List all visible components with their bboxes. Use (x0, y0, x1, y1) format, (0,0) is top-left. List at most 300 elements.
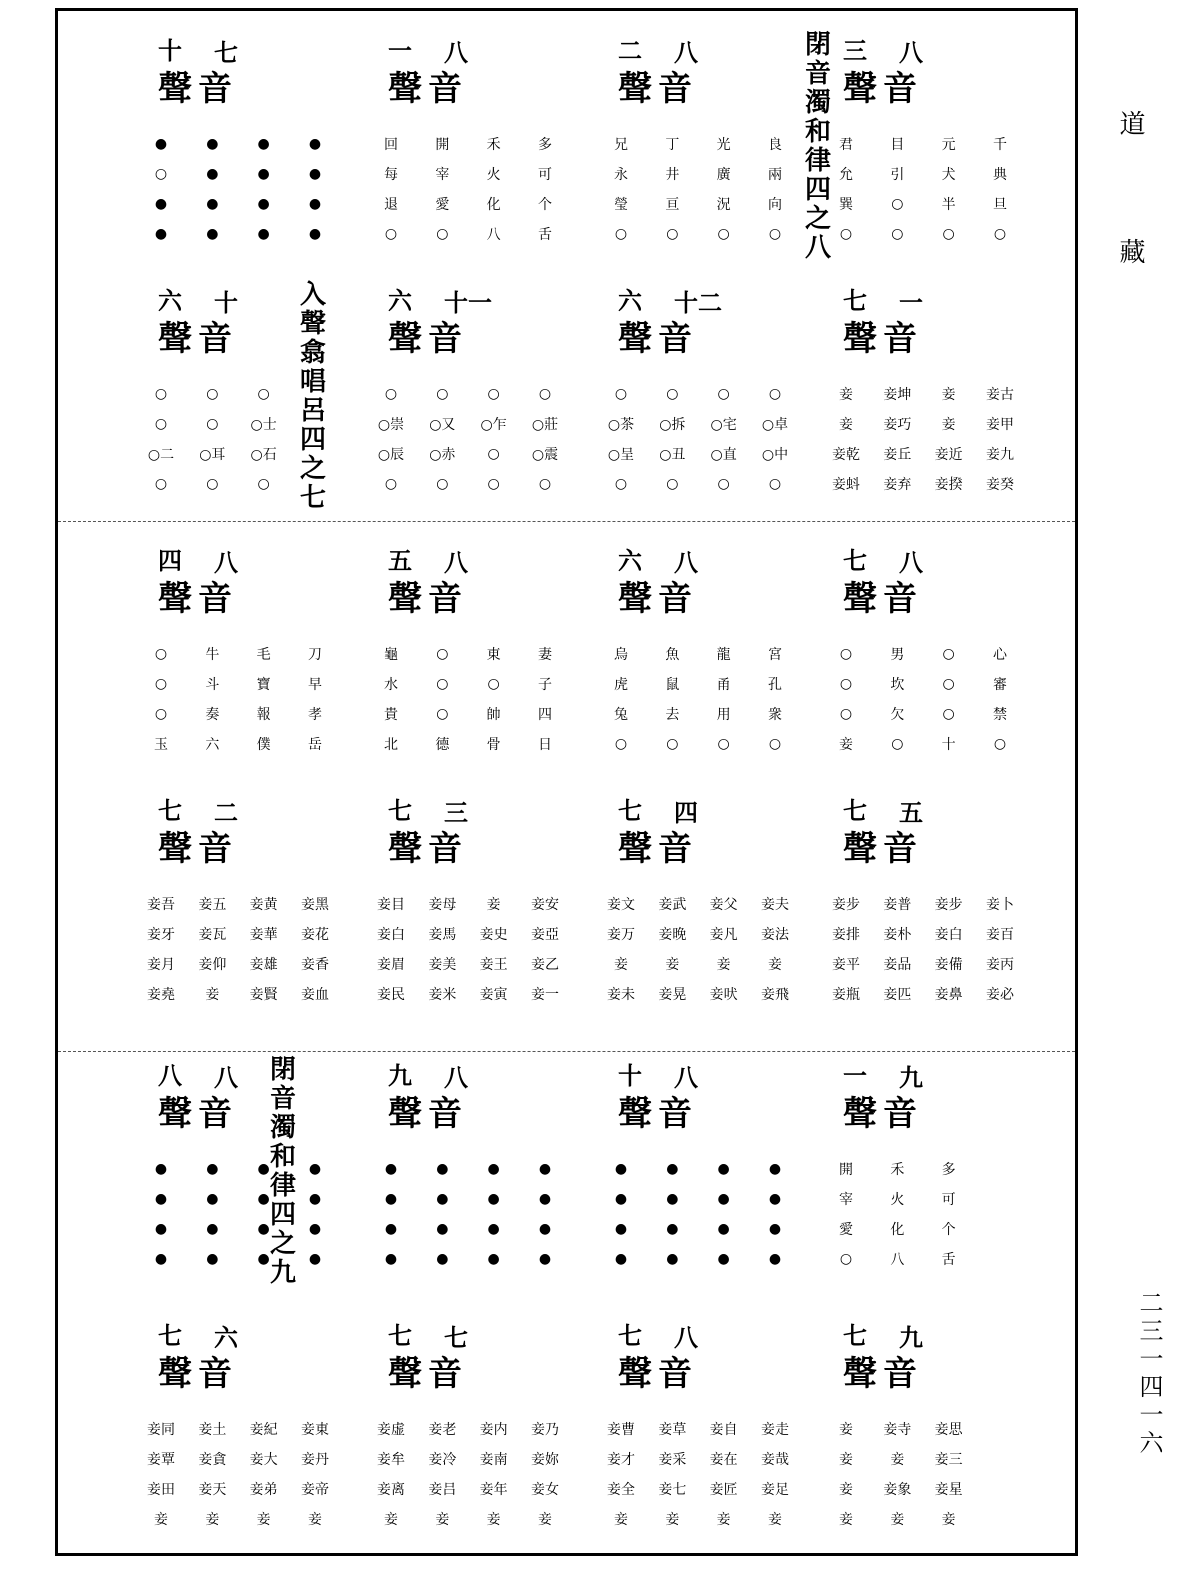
grid-char: 妾古 (985, 387, 1014, 403)
heading-sheng-number: 五 (899, 798, 923, 827)
grid-char: 妾貪 (198, 1452, 227, 1468)
grid-char: ○ (839, 706, 853, 722)
grid-char: ○耳 (199, 447, 226, 463)
grid-char: 妾月 (147, 957, 175, 973)
grid-char: ○ (942, 706, 955, 722)
grid-char: 妾 (839, 1452, 853, 1468)
grid-char: 龍 (716, 647, 731, 663)
rhyme-table-band2b-0 (803, 791, 1035, 1041)
grid-char: ○ (487, 446, 500, 462)
character-grid (368, 889, 568, 1009)
heading-number: 十 (158, 36, 184, 65)
table-heading (158, 1316, 308, 1396)
heading-sheng-number: 八 (444, 548, 468, 577)
grid-char: 水 (384, 677, 398, 693)
grid-char: 妾晚 (658, 927, 687, 943)
heading-number: 六 (158, 286, 184, 315)
grid-row (138, 1154, 338, 1184)
grid-char: 妾足 (760, 1482, 789, 1498)
grid-char: 宰 (839, 1192, 853, 1208)
grid-char: 妾弟 (249, 1482, 278, 1498)
grid-char: 報 (256, 707, 271, 723)
grid-row (368, 919, 568, 949)
rhyme-table-band3-3 (118, 1056, 350, 1306)
grid-char: ○ (717, 476, 730, 492)
grid-char: 去 (665, 707, 680, 723)
grid-row (368, 1214, 568, 1244)
grid-char: ● (206, 1161, 219, 1177)
grid-char: ○ (384, 476, 398, 492)
grid-char: 男 (890, 647, 905, 663)
grid-char: 孔 (767, 677, 782, 693)
grid-char: 妾蚪 (832, 477, 860, 493)
grid-row (823, 699, 1023, 729)
grid-char: 妾 (614, 957, 628, 973)
grid-char: ● (257, 196, 270, 212)
grid-char: ○ (942, 226, 955, 242)
grid-char: ○ (206, 386, 219, 402)
grid-char: ● (436, 1221, 449, 1237)
grid-char: 早 (307, 677, 322, 693)
grid-char: 妾 (256, 1512, 271, 1528)
grid-char: 目 (890, 137, 905, 153)
table-heading (618, 1316, 768, 1396)
grid-row (138, 1504, 338, 1534)
character-grid (823, 889, 1023, 1009)
grid-row (138, 1244, 338, 1274)
grid-char: 四 (537, 707, 552, 723)
heading-sheng-yin: 聲音 (843, 829, 923, 869)
grid-row (138, 729, 338, 759)
grid-char: 妾妳 (530, 1452, 559, 1468)
rhyme-table-band1b-2 (348, 281, 580, 531)
grid-char: 妾夫 (760, 897, 789, 913)
heading-number: 七 (618, 796, 644, 825)
grid-char: ○ (436, 676, 449, 692)
grid-char: 妾同 (147, 1422, 175, 1438)
grid-char: 愛 (435, 197, 450, 213)
grid-char: 妾丙 (985, 957, 1014, 973)
heading-sheng-yin: 聲音 (388, 1094, 468, 1134)
grid-char: ○ (717, 736, 730, 752)
heading-number: 一 (843, 1061, 869, 1090)
grid-row (368, 159, 568, 189)
grid-char: 妾備 (934, 957, 963, 973)
grid-char: 个 (941, 1222, 956, 1238)
grid-char: ○士 (250, 417, 277, 433)
grid-char: 妾眉 (377, 957, 405, 973)
grid-char: ● (257, 226, 270, 242)
character-grid (138, 889, 338, 1009)
grid-char: 妾寅 (479, 987, 508, 1003)
grid-row (138, 1184, 338, 1214)
grid-char: 欠 (890, 707, 905, 723)
grid-char: ● (614, 1221, 628, 1237)
table-heading (618, 281, 768, 361)
grid-char: 妾東 (300, 1422, 329, 1438)
grid-char: 妾吕 (428, 1482, 457, 1498)
grid-row (823, 409, 1023, 439)
grid-row (823, 1184, 1023, 1214)
grid-row (823, 1414, 1023, 1444)
grid-char: ● (206, 1221, 219, 1237)
table-heading (388, 281, 538, 361)
heading-sheng-number: 八 (674, 38, 698, 67)
grid-char: ○ (206, 416, 219, 432)
grid-char: 毛 (256, 647, 271, 663)
grid-char: 妾丹 (300, 1452, 329, 1468)
grid-char: 妾九 (985, 447, 1014, 463)
grid-char: ○ (839, 1251, 853, 1267)
grid-char: 回 (384, 137, 398, 153)
grid-char: 半 (941, 197, 956, 213)
heading-sheng-number: 一 (899, 288, 923, 317)
table-heading (843, 1316, 993, 1396)
grid-row (823, 1444, 1023, 1474)
grid-char: ● (436, 1161, 449, 1177)
grid-row (598, 1504, 798, 1534)
grid-row (138, 219, 338, 249)
grid-char: 可 (537, 167, 552, 183)
table-heading (843, 1056, 993, 1136)
heading-sheng-number: 七 (214, 38, 238, 67)
rhyme-table-band3-2 (348, 1056, 580, 1306)
rhyme-table-band2-1 (578, 541, 810, 791)
grid-char: ○赤 (429, 447, 456, 463)
character-grid (368, 379, 568, 499)
grid-char: ● (206, 166, 219, 182)
grid-row (823, 219, 1023, 249)
grid-row (138, 189, 338, 219)
grid-row (368, 639, 568, 669)
grid-char: 妾血 (300, 987, 329, 1003)
grid-char: 八 (890, 1252, 905, 1268)
grid-char: 光 (716, 137, 731, 153)
table-heading (843, 281, 993, 361)
character-grid (368, 1154, 568, 1274)
table-heading (388, 791, 538, 871)
heading-sheng-number: 九 (899, 1063, 923, 1092)
grid-char: ● (487, 1221, 500, 1237)
grid-char: 北 (384, 737, 398, 753)
grid-char: 妾 (307, 1512, 322, 1528)
grid-char: ○ (891, 736, 904, 752)
heading-sheng-number: 十 (214, 288, 238, 317)
grid-char: 个 (537, 197, 552, 213)
grid-char: 妾天 (198, 1482, 227, 1498)
grid-char: 妾匠 (709, 1482, 738, 1498)
grid-char: ● (487, 1251, 500, 1267)
grid-char: 妾武 (658, 897, 687, 913)
grid-row (823, 439, 1023, 469)
grid-char: 兔 (614, 707, 628, 723)
character-grid (823, 129, 1023, 249)
heading-sheng-number: 八 (214, 1063, 238, 1092)
grid-char: ● (666, 1221, 679, 1237)
grid-char: 妾 (941, 417, 956, 433)
grid-char: 妾晃 (658, 987, 687, 1003)
grid-char: ● (257, 1221, 270, 1237)
grid-char: 妾七 (658, 1482, 687, 1498)
grid-char: ● (257, 166, 270, 182)
grid-row (598, 1154, 798, 1184)
grid-char: 妾采 (658, 1452, 687, 1468)
grid-char: 妾普 (883, 897, 912, 913)
grid-char: 妾 (839, 1512, 853, 1528)
grid-char: ○ (942, 646, 955, 662)
grid-char: ● (666, 1251, 679, 1267)
grid-char: ● (154, 196, 168, 212)
grid-char: 妾年 (479, 1482, 508, 1498)
heading-sheng-number: 十一 (444, 288, 492, 317)
grid-char: 妾女 (530, 1482, 559, 1498)
heading-sheng-yin: 聲音 (158, 1094, 238, 1134)
grid-char: ● (614, 1251, 628, 1267)
grid-char: 妾 (890, 1512, 905, 1528)
grid-char: 龜 (384, 647, 398, 663)
grid-char: ○辰 (377, 447, 405, 463)
grid-char: 十 (941, 737, 956, 753)
grid-char: 妾哉 (760, 1452, 789, 1468)
character-grid (823, 379, 1023, 499)
heading-sheng-number: 四 (674, 798, 698, 827)
character-grid (368, 639, 568, 759)
grid-char: ● (717, 1191, 730, 1207)
table-heading (158, 541, 308, 621)
grid-char: 妾揆 (934, 477, 963, 493)
grid-char: 旦 (992, 197, 1007, 213)
grid-char: ● (717, 1221, 730, 1237)
grid-char: 妾吾 (147, 897, 175, 913)
heading-sheng-number: 三 (444, 798, 468, 827)
grid-char: 妾仰 (198, 957, 227, 973)
grid-char: ● (154, 1161, 168, 1177)
grid-char: ○ (436, 476, 449, 492)
grid-row (598, 949, 798, 979)
grid-char: ○ (436, 706, 449, 722)
grid-char: 妾虚 (377, 1422, 405, 1438)
heading-sheng-number: 二 (214, 798, 238, 827)
grid-row (138, 129, 338, 159)
grid-char: ● (206, 1191, 219, 1207)
character-grid (823, 639, 1023, 759)
grid-char: 妾朴 (883, 927, 912, 943)
heading-sheng-yin: 聲音 (618, 69, 698, 109)
grid-char: ○ (154, 676, 168, 692)
grid-row (823, 979, 1023, 1009)
grid-char: 日 (537, 737, 552, 753)
grid-char: 引 (890, 167, 905, 183)
grid-char: 妾黄 (249, 897, 278, 913)
heading-sheng-yin: 聲音 (388, 829, 468, 869)
grid-row (138, 949, 338, 979)
rhyme-table-band2-3 (118, 541, 350, 791)
heading-sheng-yin: 聲音 (843, 1094, 923, 1134)
character-grid (598, 1414, 798, 1534)
grid-char: 妾 (941, 1512, 956, 1528)
grid-char: 虎 (614, 677, 628, 693)
grid-char: 妾步 (934, 897, 963, 913)
grid-char: 心 (992, 647, 1007, 663)
heading-sheng-yin: 聲音 (843, 1354, 923, 1394)
grid-char: 妾 (537, 1512, 552, 1528)
grid-char: 鼠 (665, 677, 680, 693)
grid-char: 妾華 (249, 927, 278, 943)
grid-char: ● (308, 1191, 322, 1207)
grid-row (138, 669, 338, 699)
grid-row (823, 639, 1023, 669)
grid-char: ● (666, 1191, 679, 1207)
heading-number: 七 (158, 796, 184, 825)
grid-char: ● (308, 166, 322, 182)
grid-char: ○莊 (531, 417, 559, 433)
grid-row (368, 409, 568, 439)
grid-char: ● (768, 1161, 782, 1177)
grid-char: ○ (768, 226, 782, 242)
heading-sheng-number: 八 (899, 548, 923, 577)
rhyme-table-band2-0 (803, 541, 1035, 791)
grid-char: 宮 (767, 647, 782, 663)
table-heading (388, 1316, 538, 1396)
grid-char: 妾鼻 (934, 987, 963, 1003)
grid-char: 妾 (486, 897, 501, 913)
grid-char: ○卓 (761, 417, 789, 433)
grid-char: 妾百 (985, 927, 1014, 943)
table-heading (618, 1056, 768, 1136)
grid-row (598, 699, 798, 729)
grid-char: 瑩 (614, 197, 628, 213)
grid-char: 禾 (486, 137, 501, 153)
grid-char: 妾步 (832, 897, 860, 913)
character-grid (368, 1414, 568, 1534)
heading-sheng-yin: 聲音 (618, 1094, 698, 1134)
grid-char: ○又 (429, 417, 456, 433)
grid-char: 六 (205, 737, 220, 753)
rhyme-table-band3-0 (803, 1056, 1035, 1306)
heading-sheng-yin: 聲音 (388, 319, 468, 359)
heading-sheng-yin: 聲音 (158, 1354, 238, 1394)
grid-char: ● (538, 1161, 552, 1177)
grid-row (823, 379, 1023, 409)
grid-char: ● (154, 1221, 168, 1237)
heading-sheng-yin: 聲音 (388, 1354, 468, 1394)
grid-char: ○ (614, 226, 628, 242)
grid-char: ○ (891, 226, 904, 242)
grid-char: ○崇 (377, 417, 405, 433)
grid-char: ○ (538, 386, 552, 402)
grid-char: ● (384, 1161, 398, 1177)
grid-char: 妾五 (198, 897, 227, 913)
heading-sheng-yin: 聲音 (843, 69, 923, 109)
grid-row (598, 639, 798, 669)
grid-char: ○ (384, 386, 398, 402)
rhyme-table-band2b-1 (578, 791, 810, 1041)
grid-char: 妾民 (377, 987, 405, 1003)
grid-row (598, 1414, 798, 1444)
grid-char: ○石 (250, 447, 277, 463)
heading-sheng-yin: 聲音 (618, 829, 698, 869)
grid-char: 玉 (154, 737, 168, 753)
grid-char: 妾自 (709, 1422, 738, 1438)
grid-row (138, 639, 338, 669)
grid-char: ○ (436, 386, 449, 402)
grid-char: 甬 (716, 677, 731, 693)
grid-row (138, 1214, 338, 1244)
grid-char: 妾 (154, 1512, 168, 1528)
grid-char: ● (666, 1161, 679, 1177)
grid-row (823, 729, 1023, 759)
grid-char: ○乍 (480, 417, 507, 433)
grid-char: ● (768, 1251, 782, 1267)
grid-row (598, 979, 798, 1009)
heading-sheng-yin: 聲音 (843, 319, 923, 359)
heading-number: 七 (388, 1321, 414, 1350)
table-heading (158, 281, 308, 361)
grid-char: ● (384, 1221, 398, 1237)
grid-char: 每 (384, 167, 398, 183)
grid-char: 烏 (614, 647, 628, 663)
character-grid (598, 1154, 798, 1274)
rhyme-table-band3b-2 (348, 1316, 580, 1566)
grid-char: ○ (717, 386, 730, 402)
grid-char: 妾文 (607, 897, 635, 913)
heading-sheng-yin: 聲音 (158, 69, 238, 109)
grid-char: ● (614, 1191, 628, 1207)
grid-row (598, 919, 798, 949)
heading-sheng-number: 八 (444, 1063, 468, 1092)
grid-char: ○ (206, 476, 219, 492)
heading-number: 七 (843, 1321, 869, 1350)
grid-char: 妾吠 (709, 987, 738, 1003)
grid-char: 妾瓶 (832, 987, 860, 1003)
grid-char: 骨 (486, 737, 501, 753)
page-number: 二三一四一六 (1135, 1290, 1163, 1458)
table-heading (843, 791, 993, 871)
table-heading (618, 31, 768, 111)
grid-char: 典 (992, 167, 1007, 183)
grid-char: 妾排 (832, 927, 860, 943)
character-grid (823, 1414, 1023, 1534)
grid-char: ● (768, 1191, 782, 1207)
grid-char: ○呈 (607, 447, 635, 463)
grid-char: 妾弃 (883, 477, 912, 493)
grid-char: 妾才 (607, 1452, 635, 1468)
heading-number: 七 (158, 1321, 184, 1350)
grid-row (823, 1214, 1023, 1244)
grid-char: ● (206, 1251, 219, 1267)
grid-char: ○ (154, 476, 168, 492)
grid-char: 斗 (205, 677, 220, 693)
grid-char: 坎 (890, 677, 905, 693)
grid-char: 妾父 (709, 897, 738, 913)
grid-char: 妾白 (934, 927, 963, 943)
grid-char: 廣 (716, 167, 731, 183)
grid-char: ○ (487, 676, 500, 692)
grid-char: 妾 (767, 957, 782, 973)
character-grid (368, 129, 568, 249)
grid-row (368, 1504, 568, 1534)
table-heading (388, 1056, 538, 1136)
grid-char: ● (257, 136, 270, 152)
grid-char: 妾黑 (300, 897, 329, 913)
character-grid (598, 129, 798, 249)
character-grid (598, 639, 798, 759)
grid-char: ● (308, 196, 322, 212)
grid-char: 妾必 (985, 987, 1014, 1003)
grid-char: 宰 (435, 167, 450, 183)
grid-char: 妾米 (428, 987, 457, 1003)
heading-sheng-number: 九 (899, 1323, 923, 1352)
